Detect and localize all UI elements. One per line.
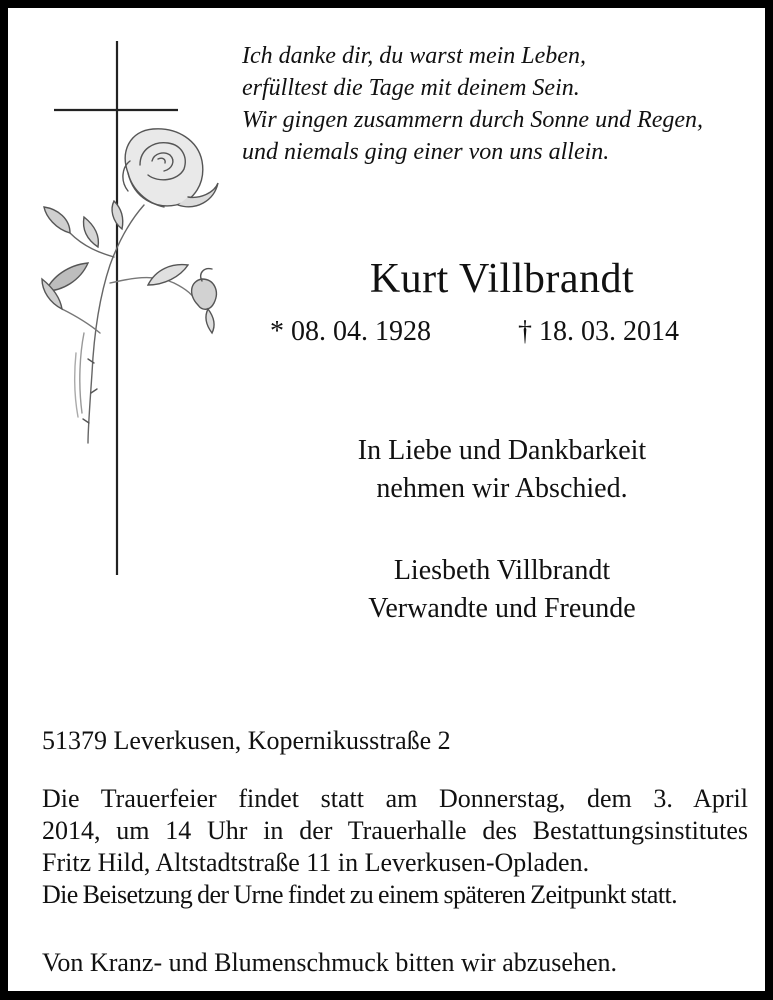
mourners (242, 552, 762, 628)
mourner-name: Liesbeth Villbrandt (393, 555, 611, 586)
ceremony-details (42, 783, 748, 911)
poem-line: Ich danke dir, du warst mein Leben, (242, 43, 586, 69)
cross-icon (54, 41, 178, 575)
farewell-line: nehmen wir Abschied. (376, 473, 628, 504)
poem-line: und niemals ging einer von uns allein. (242, 139, 610, 165)
cross-and-rose-illustration (28, 33, 228, 583)
birth-date: * 08. 04. 1928 (270, 316, 431, 347)
address: 51379 Leverkusen, Kopernikusstraße 2 (42, 726, 451, 755)
deceased-name: Kurt Villbrandt (369, 256, 635, 302)
farewell-text (242, 432, 762, 508)
poem-line: Wir gingen zusammern durch Sonne und Regen, (242, 107, 704, 133)
urn-burial-note: Die Beisetzung der Urne findet zu einem späteren Zeitpunkt statt. (42, 880, 677, 909)
ceremony-line: 2014, um 14 Uhr in der Trauerhalle des Bestattungsinstitutes (42, 816, 748, 845)
poem-line: erfülltest die Tage mit deinem Sein. (242, 75, 580, 101)
wreath-note: Von Kranz- und Blumenschmuck bitten wir abzusehen. (42, 948, 617, 977)
death-date: † 18. 03. 2014 (518, 316, 679, 347)
ceremony-line: Die Trauerfeier findet statt am Donnerstag, dem 3. April (42, 784, 748, 813)
farewell-line: In Liebe und Dankbarkeit (357, 435, 647, 466)
rose-illustration (42, 129, 218, 443)
ceremony-line: Fritz Hild, Altstadtstraße 11 in Leverkusen-Opladen. (42, 848, 590, 877)
mourner-others: Verwandte und Freunde (368, 593, 636, 624)
poem (242, 40, 762, 168)
